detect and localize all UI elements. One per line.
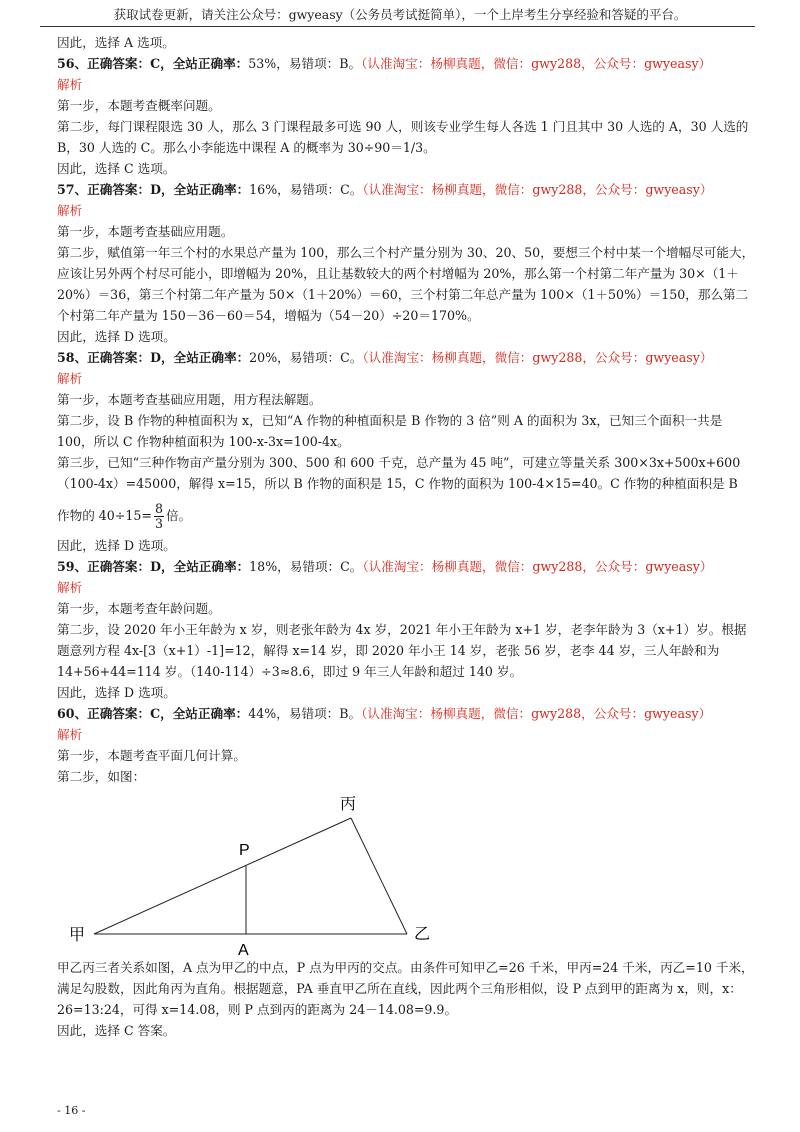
ad-text: （认准淘宝：杨柳真题，微信：gwy288，公众号：gwyeasy） bbox=[362, 350, 713, 365]
fraction-prefix: 作物的 40÷15= bbox=[57, 508, 152, 523]
fraction-suffix: 倍。 bbox=[165, 508, 192, 523]
analysis-line: 第二步，设 2020 年小王年龄为 x 岁，则老张年龄为 4x 岁，2021 年小王年龄为 x+1 岁，老李年龄为 3（x+1）岁。根据题意列方程 4x-[3（x+1）-1]=12，解得 x=14 岁，即 2020 年小王 14 岁，老张 56 岁，老李 44 岁，三人年龄和为 14+56+44=114 岁。（140-114）÷3≈8.6，即过 9 年三人年龄和超过 140 岁。 bbox=[57, 622, 747, 679]
accuracy-rate: 16% bbox=[249, 182, 278, 197]
page-content bbox=[57, 32, 757, 1041]
label-bing: 丙 bbox=[340, 794, 357, 813]
side-bing-yi bbox=[351, 818, 407, 934]
wrong-option: ，易错项：B。 bbox=[276, 706, 362, 721]
analysis-conclusion: 因此，选择 C 答案。 bbox=[57, 1023, 176, 1038]
label-jia: 甲 bbox=[69, 925, 86, 944]
ad-text: （认准淘宝：杨柳真题，微信：gwy288，公众号：gwyeasy） bbox=[362, 182, 713, 197]
answer-label: 56、正确答案：C，全站正确率： bbox=[57, 56, 249, 71]
fraction-denominator: 3 bbox=[154, 516, 163, 531]
side-jia-bing bbox=[94, 818, 351, 934]
accuracy-rate: 18% bbox=[249, 559, 278, 574]
ad-text: （认准淘宝：杨柳真题，微信：gwy288，公众号：gwyeasy） bbox=[361, 706, 712, 721]
label-yi: 乙 bbox=[414, 924, 431, 943]
fraction-line bbox=[57, 497, 757, 535]
analysis-conclusion: 因此，选择 D 选项。 bbox=[57, 329, 176, 344]
question-58-header bbox=[57, 347, 757, 368]
analysis-line: 第二步，每门课程限选 30 人，那么 3 门课程最多可选 90 人，则该专业学生每人各选 1 门且其中 30 人选的 A，30 人选的 B，30 人选的 C。那么小李能选中课程 A 的概率为 30÷90＝1/3。 bbox=[57, 119, 749, 155]
page-header: 获取试卷更新，请关注公众号：gwyeasy（公务员考试挺简单），一个上岸考生分享经验和答疑的平台。 bbox=[113, 7, 687, 22]
analysis-line: 第一步，本题考查年龄问题。 bbox=[57, 601, 221, 616]
analysis-conclusion: 因此，选择 C 选项。 bbox=[57, 161, 176, 176]
accuracy-rate: 44% bbox=[248, 706, 277, 721]
analysis-line: 第二步，如图： bbox=[57, 769, 146, 784]
analysis-label: 解析 bbox=[57, 580, 83, 595]
wrong-option: ，易错项：C。 bbox=[277, 350, 363, 365]
accuracy-rate: 20% bbox=[249, 350, 278, 365]
analysis-line: 第一步，本题考查基础应用题，用方程法解题。 bbox=[57, 392, 322, 407]
ad-text: （认准淘宝：杨柳真题，微信：gwy288，公众号：gwyeasy） bbox=[361, 56, 712, 71]
analysis-line: 第二步，设 B 作物的种植面积为 x，已知“A 作物的种植面积是 B 作物的 3 倍”则 A 的面积为 3x，已知三个面积一共是 100，所以 C 作物种植面积为 100-x-3x=100-4x。 bbox=[57, 413, 723, 449]
answer-label: 60、正确答案：C，全站正确率： bbox=[57, 706, 249, 721]
page-number: - 16 - bbox=[57, 1104, 86, 1117]
analysis-line: 甲乙丙三者关系如图，A 点为甲乙的中点，P 点为甲丙的交点。由条件可知甲乙=26 千米，甲丙=24 千米，丙乙=10 千米，满足勾股数，因此角丙为直角。根据题意，PA 垂直甲乙所在直线，因此两个三角形相似，设 P 点到甲的距离为 x，则，x：26=13:24，可得 x=14.08，则 P 点到丙的距离为 24－14.08=9.9。 bbox=[57, 960, 754, 1017]
analysis-line: 第一步，本题考查平面几何计算。 bbox=[57, 748, 246, 763]
fraction bbox=[154, 502, 164, 531]
analysis-label: 解析 bbox=[57, 371, 83, 386]
intro-conclusion: 因此，选择 A 选项。 bbox=[57, 35, 175, 50]
wrong-option: ，易错项：B。 bbox=[276, 56, 362, 71]
analysis-conclusion: 因此，选择 D 选项。 bbox=[57, 538, 176, 553]
analysis-line: 第一步，本题考查基础应用题。 bbox=[57, 224, 234, 239]
triangle-diagram bbox=[57, 787, 757, 957]
question-57-header bbox=[57, 179, 757, 200]
question-56-header bbox=[57, 53, 757, 74]
answer-label: 57、正确答案：D，全站正确率： bbox=[57, 182, 250, 197]
wrong-option: ，易错项：C。 bbox=[277, 559, 363, 574]
answer-label: 58、正确答案：D，全站正确率： bbox=[57, 350, 250, 365]
analysis-conclusion: 因此，选择 D 选项。 bbox=[57, 685, 176, 700]
question-59-header bbox=[57, 556, 757, 577]
answer-label: 59、正确答案：D，全站正确率： bbox=[57, 559, 250, 574]
header-divider bbox=[40, 26, 755, 27]
label-a: A bbox=[238, 942, 249, 957]
wrong-option: ，易错项：C。 bbox=[277, 182, 363, 197]
label-p: P bbox=[239, 842, 250, 859]
geometry-figure bbox=[57, 787, 757, 957]
ad-text: （认准淘宝：杨柳真题，微信：gwy288，公众号：gwyeasy） bbox=[362, 559, 713, 574]
accuracy-rate: 53% bbox=[248, 56, 277, 71]
analysis-label: 解析 bbox=[57, 727, 83, 742]
analysis-line: 第一步，本题考查概率问题。 bbox=[57, 98, 221, 113]
fraction-numerator: 8 bbox=[154, 501, 163, 516]
analysis-label: 解析 bbox=[57, 77, 83, 92]
analysis-label: 解析 bbox=[57, 203, 83, 218]
question-60-header bbox=[57, 703, 757, 724]
analysis-line: 第三步，已知“三种作物亩产量分别为 300、500 和 600 千克，总产量为 45 吨”，可建立等量关系 300×3x+500x+600（100-4x）=45000，解得 x=15，所以 B 作物的面积是 15，C 作物的面积为 100-4×15=40。C 作物的种植面积是 B bbox=[57, 455, 741, 491]
analysis-line: 第二步，赋值第一年三个村的水果总产量为 100，那么三个村产量分别为 30、20、50，要想三个村中某一个增幅尽可能大，应该让另外两个村尽可能小，即增幅为 20%，且让基数较大的两个村增幅为 20%，那么第一个村第二年产量为 30×（1＋20%）＝36，第三个村第二年产量为 50×（1＋20%）＝60，三个村第二年总产量为 100×（1＋50%）＝150，那么第二个村第二年产量为 150－36－60＝54，增幅为（54－20）÷20＝170%。 bbox=[57, 245, 755, 323]
